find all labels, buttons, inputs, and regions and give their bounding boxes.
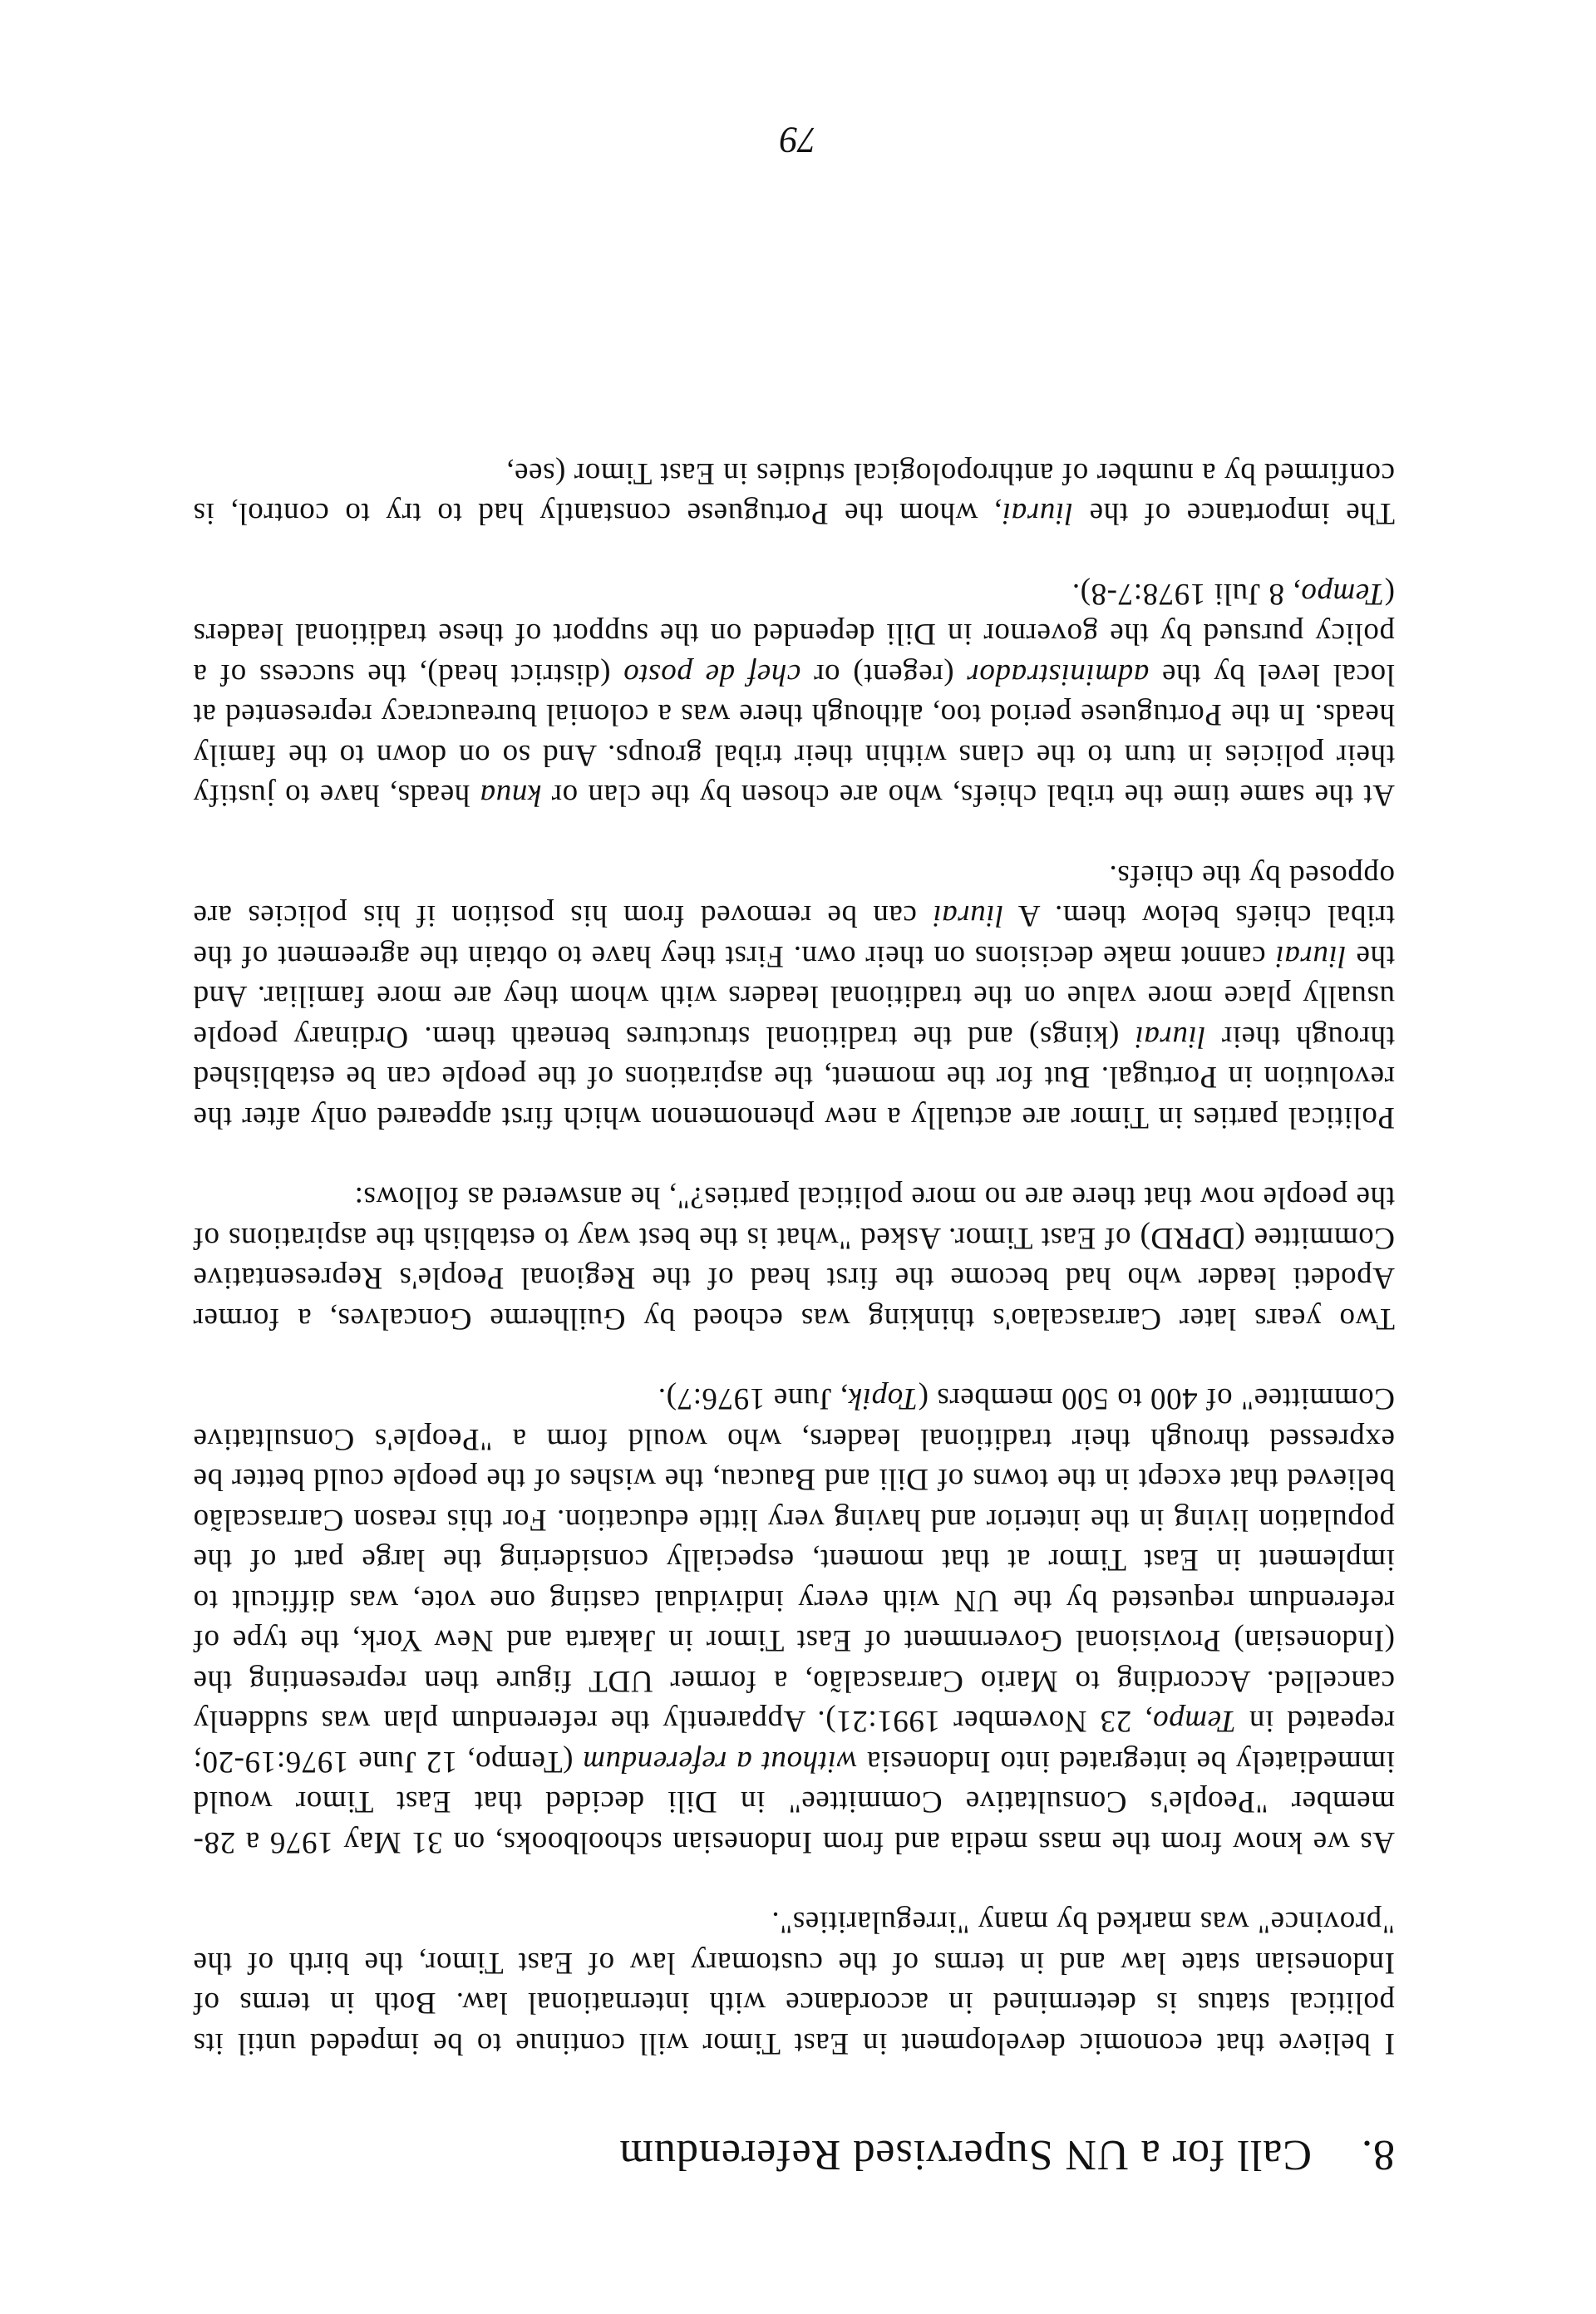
chapter-heading <box>193 2128 1395 2181</box>
text-run: At the same time the tribal chiefs, who are chosen by the clan or <box>541 778 1395 813</box>
italic-run: Topik <box>848 1381 919 1416</box>
chapter-number: 8. <box>1361 2131 1395 2179</box>
chapter-title: Call for a UN Supervised Referendum <box>618 2131 1312 2179</box>
italic-run: without a referendum <box>582 1745 858 1779</box>
text-run: Two years later Carrascalao's thinking was echoed by Guilherme Goncalves, a former Apodeti leader who had become the first head of the Regional People's Representative Committee (DPRD) of East Timor. Asked "what is the best way to establish the aspirations of the people now that there are no more political parties?", he answered as follows: <box>193 1180 1395 1336</box>
text-run: cannot make decisions on their own. First they have to obtain the agreement of the tribal chiefs below them. A <box>193 899 1395 973</box>
paragraph <box>193 453 1395 534</box>
italic-run: chef de posto <box>623 657 801 692</box>
paragraph <box>193 855 1395 1138</box>
text-block <box>193 413 1395 2182</box>
text-run: I believe that economic development in East Timor will continue to be impeded until its political status is determined in accordance with international law. Both in terms of Indonesian state law and in terms of the customary law of East Timor, the birth of the "province" was marked by many "irregularities". <box>193 1905 1395 2060</box>
text-run: (district head), the success of a policy pursued by the governor in Dili depended on the support of these traditional leaders ( <box>193 577 1395 692</box>
italic-run: Tempo <box>1300 577 1385 611</box>
text-run: As we know from the mass media and from Indonesian schoolbooks, on 31 May 1976 a 28-member "People's Consultative Committee" in Dili decided that East Timor would immediately be integrated into Indonesia <box>193 1745 1395 1859</box>
text-run: (kings) and the traditional structures beneath them. Ordinary people usually place more value on the traditional leaders with whom they are more familiar. And the <box>193 939 1395 1054</box>
text-run: The importance of the <box>1073 496 1395 531</box>
paragraph <box>193 1177 1395 1338</box>
body-text <box>193 453 1395 2064</box>
text-run: (Tempo, 12 June 1976:19-20; repeated in <box>193 1704 1395 1779</box>
paragraph <box>193 574 1395 815</box>
italic-run: liurai <box>1002 496 1074 531</box>
text-run: heads, have to justify their policies in turn to the clans within their tribal groups. And so on down to the family heads. In the Portuguese period too, although there was a colonial bureaucracy represented at local level by the <box>193 657 1395 813</box>
paragraph <box>193 1902 1395 2063</box>
text-run: (regent) or <box>800 657 967 692</box>
page-number: 79 <box>780 120 816 160</box>
text-run: , June 1976:7). <box>658 1381 849 1416</box>
text-run: , 8 Juli 1978:7-8). <box>1071 577 1301 611</box>
text-run: , 23 November 1991:21). Apparently the referendum plan was suddenly cancelled. According to Mario Carrascalão, a former UDT figure then representing the (Indonesian) Provisional Government of East Timor in Jakarta and New York, the type of referendum requested by the UN with every individual casting one vote, was difficult to implement in East Timor at that moment, especially considering the large part of the population living in the interior and having very little education. For this reason Carrascalão believed that except in the towns of Dili and Baucau, the wishes of the people could better be expressed through their traditional leaders, who would form a "People's Consultative Committee" of 400 to 500 members ( <box>193 1381 1395 1739</box>
text-run: Political parties in Timor are actually a new phenomenon which first appeared only after the revolution in Portugal. But for the moment, the aspirations of the people can be established through their <box>193 1020 1395 1135</box>
text-run: can be removed from his position if his policies are opposed by the chiefs. <box>193 859 1395 933</box>
paragraph <box>193 1378 1395 1862</box>
italic-run: liurai <box>932 899 1004 933</box>
italic-run: Tempo <box>1152 1704 1236 1739</box>
italic-run: administrador <box>966 657 1150 692</box>
italic-run: knua <box>480 778 542 813</box>
italic-run: liurai <box>1134 1020 1206 1054</box>
text-run: , whom the Portuguese constantly had to try to control, is confirmed by a number of anthropological studies in East Timor (see, <box>193 456 1395 531</box>
italic-run: liurai <box>1274 939 1347 973</box>
